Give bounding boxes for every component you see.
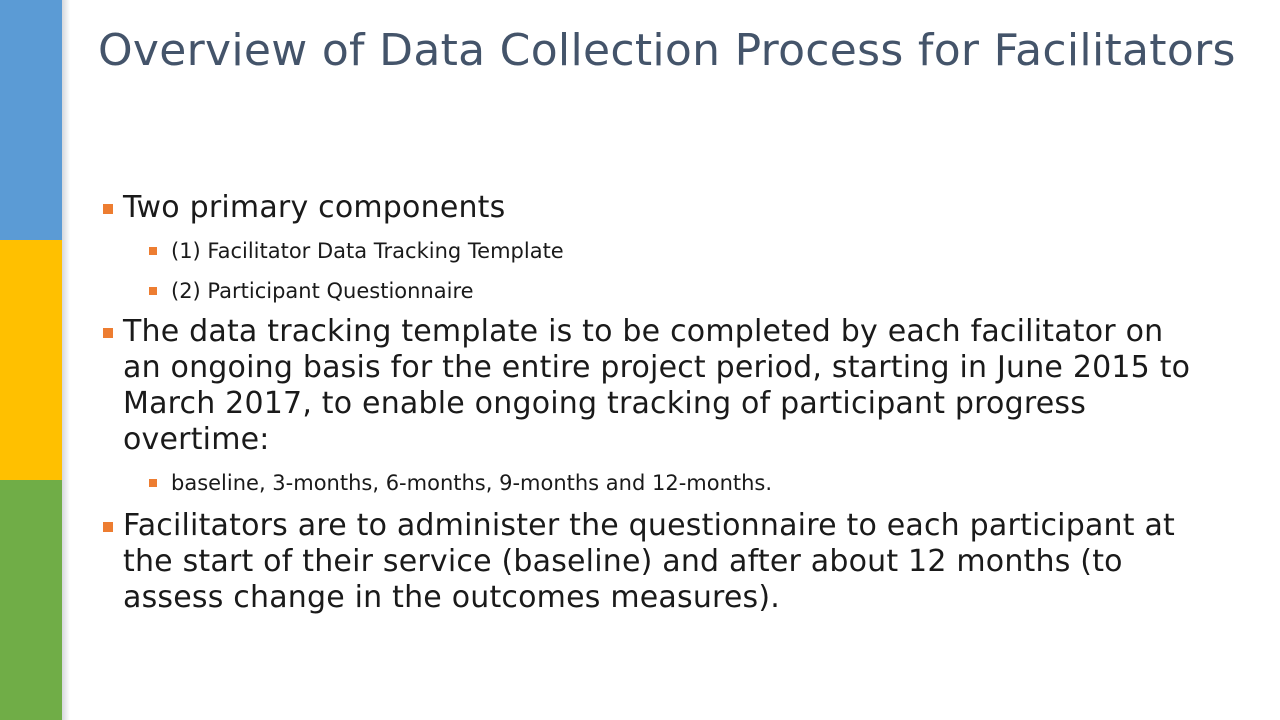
- side-bar-blue-segment: [0, 0, 62, 240]
- color-side-bar: [0, 0, 62, 720]
- square-bullet-icon: [103, 204, 113, 214]
- square-bullet-icon: [149, 287, 157, 295]
- sub-bullet-item: [100, 276, 1210, 306]
- side-bar-yellow-segment: [0, 240, 62, 480]
- side-bar-shadow: [62, 0, 70, 720]
- square-bullet-icon: [149, 479, 157, 487]
- slide-title: Overview of Data Collection Process for Facilitators: [98, 25, 1236, 76]
- bullet-text: Two primary components: [123, 190, 506, 225]
- bullet-item: [100, 190, 1210, 226]
- bullet-list: [100, 190, 1210, 616]
- bullet-text: The data tracking template is to be completed by each facilitator on an ongoing basis for the entire project period, starting in June 2015 to March 2017, to enable ongoing tracking of participant progress overtime:: [123, 314, 1191, 457]
- sub-bullet-item: [100, 236, 1210, 266]
- square-bullet-icon: [103, 522, 113, 532]
- sub-bullet-text: (1) Facilitator Data Tracking Template: [171, 239, 564, 263]
- side-bar-green-segment: [0, 480, 62, 720]
- sub-bullet-text: (2) Participant Questionnaire: [171, 279, 474, 303]
- square-bullet-icon: [103, 328, 113, 338]
- bullet-item: [100, 508, 1210, 616]
- bullet-text: Facilitators are to administer the questionnaire to each participant at the start of their service (baseline) and after about 12 months (to assess change in the outcomes measures).: [123, 508, 1175, 615]
- sub-bullet-item: [100, 468, 1210, 498]
- sub-bullet-text: baseline, 3-months, 6-months, 9-months and 12-months.: [171, 471, 773, 495]
- bullet-item: [100, 314, 1210, 458]
- square-bullet-icon: [149, 247, 157, 255]
